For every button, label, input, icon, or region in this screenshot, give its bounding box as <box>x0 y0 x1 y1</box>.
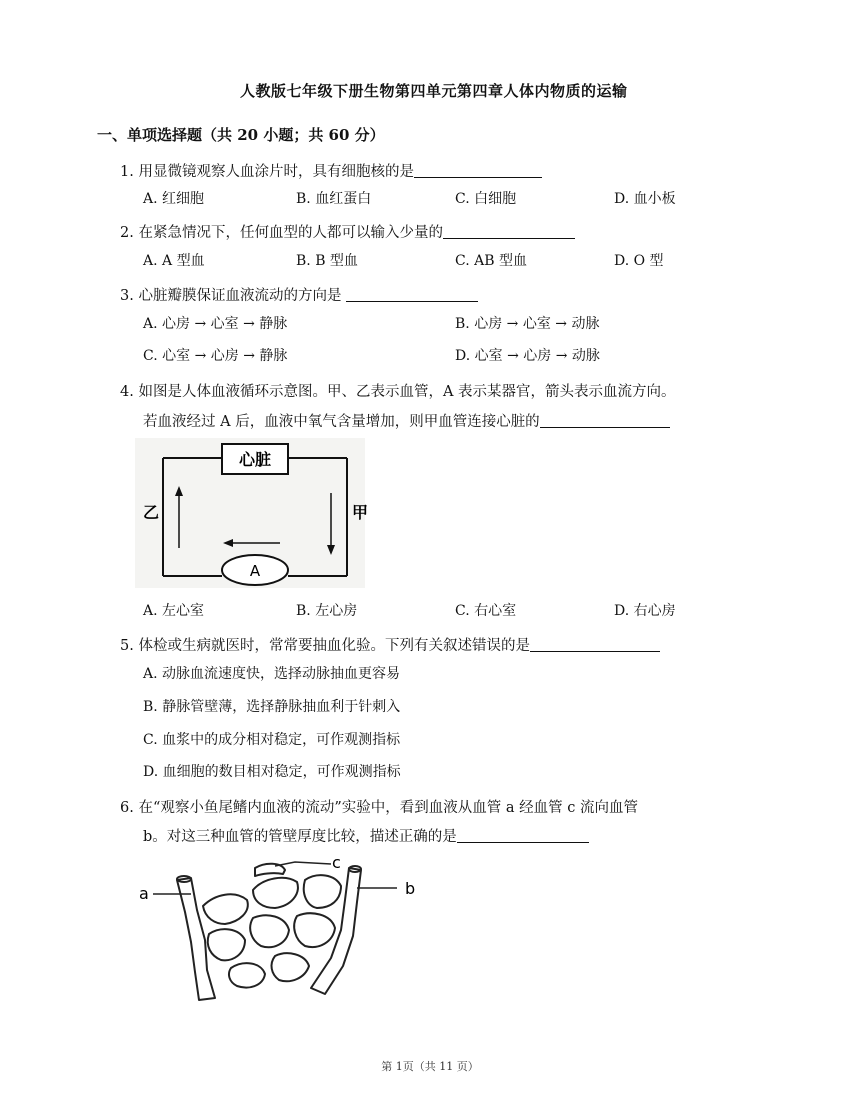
question-4-line-2 <box>143 410 670 431</box>
heart-label: 心脏 <box>238 450 272 469</box>
page-title: 人教版七年级下册生物第四单元第四章人体内物质的运输 <box>240 82 628 100</box>
question-number: 6. <box>120 800 134 816</box>
question-text: 体检或生病就医时，常常要抽血化验。下列有关叙述错误的是 <box>138 638 530 654</box>
question-text: 心脏瓣膜保证血液流动的方向是 <box>138 288 347 304</box>
question-1 <box>120 160 542 181</box>
vessel-label-b: b <box>405 879 416 898</box>
answer-blank <box>540 413 670 428</box>
option-b: B. 静脉管壁薄，选择静脉抽血利于针刺入 <box>143 699 401 715</box>
option-d: D. 心室 → 心房 → 动脉 <box>455 348 600 364</box>
option-d: D. O 型 <box>614 253 664 269</box>
question-number: 5. <box>120 638 134 654</box>
question-number: 1. <box>120 164 134 180</box>
question-text: 如图是人体血液循环示意图。甲、乙表示血管，A 表示某器官，箭头表示血流方向。 <box>138 384 676 400</box>
option-c: C. 右心室 <box>455 603 517 619</box>
option-b: B. B 型血 <box>296 253 358 269</box>
option-a: A. 动脉血流速度快，选择动脉抽血更容易 <box>143 666 401 682</box>
question-3 <box>120 284 478 305</box>
question-number: 3. <box>120 288 134 304</box>
question-text: 在“观察小鱼尾鳍内血液的流动”实验中，看到血液从血管 a 经血管 c 流向血管 <box>138 800 638 816</box>
question-6 <box>120 796 638 817</box>
option-c: C. 心室 → 心房 → 静脉 <box>143 348 288 364</box>
question-2 <box>120 221 575 242</box>
question-6-line-2 <box>143 825 589 846</box>
option-a: A. 红细胞 <box>143 191 205 207</box>
answer-blank <box>457 828 589 843</box>
option-a: A. 心房 → 心室 → 静脉 <box>143 316 288 332</box>
capillary-diagram <box>135 850 435 1005</box>
option-d: D. 血细胞的数目相对稳定，可作观测指标 <box>143 764 401 780</box>
answer-blank <box>346 287 478 302</box>
answer-blank <box>530 637 660 652</box>
page-footer: 第 1页（共 11 页） <box>381 1060 479 1073</box>
option-c: C. AB 型血 <box>455 253 527 269</box>
option-d: D. 右心房 <box>614 603 676 619</box>
organ-label: A <box>249 562 261 580</box>
question-number: 4. <box>120 384 134 400</box>
option-b: B. 心房 → 心室 → 动脉 <box>455 316 600 332</box>
question-text: 若血液经过 A 后，血液中氧气含量增加，则甲血管连接心脏的 <box>143 414 540 430</box>
question-5 <box>120 634 660 655</box>
vessel-label-yi: 乙 <box>143 503 160 522</box>
vessel-label-jia: 甲 <box>352 503 369 522</box>
question-text: 用显微镜观察人血涂片时，具有细胞核的是 <box>138 164 414 180</box>
question-text: b。对这三种血管的管壁厚度比较，描述正确的是 <box>143 829 457 845</box>
answer-blank <box>443 224 575 239</box>
vessel-label-a: a <box>139 884 149 903</box>
question-4 <box>120 380 676 401</box>
vessel-label-c: c <box>332 853 341 872</box>
section-heading: 一、单项选择题（共 20 小题；共 60 分） <box>97 126 385 144</box>
option-c: C. 血浆中的成分相对稳定，可作观测指标 <box>143 732 401 748</box>
option-b: B. 血红蛋白 <box>296 191 372 207</box>
question-number: 2. <box>120 225 134 241</box>
answer-blank <box>414 163 542 178</box>
option-a: A. 左心室 <box>143 603 205 619</box>
option-c: C. 白细胞 <box>455 191 517 207</box>
option-d: D. 血小板 <box>614 191 676 207</box>
question-text: 在紧急情况下，任何血型的人都可以输入少量的 <box>138 225 443 241</box>
option-a: A. A 型血 <box>143 253 205 269</box>
circulation-diagram <box>135 438 369 588</box>
option-b: B. 左心房 <box>296 603 358 619</box>
